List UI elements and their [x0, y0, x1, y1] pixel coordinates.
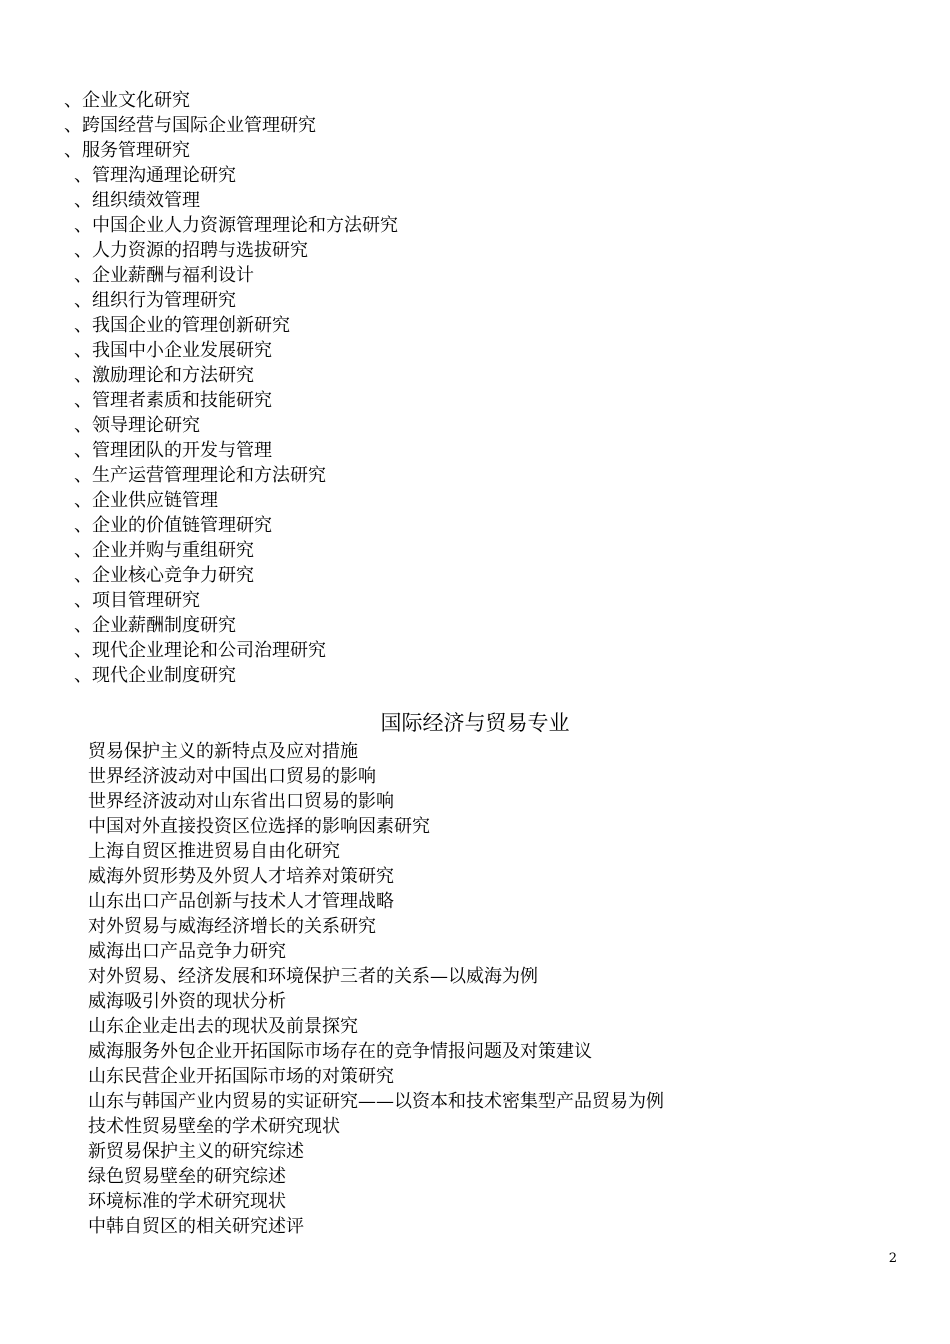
list-item: 、企业薪酬与福利设计	[74, 265, 254, 286]
list-item: 、人力资源的招聘与选拔研究	[74, 240, 308, 261]
list-item: 、企业薪酬制度研究	[74, 615, 236, 636]
list-item: 山东企业走出去的现状及前景探究	[88, 1016, 358, 1037]
list-item: 新贸易保护主义的研究综述	[88, 1141, 304, 1162]
list-item: 、项目管理研究	[74, 590, 200, 611]
page-number: 2	[888, 1251, 897, 1266]
list-item: 环境标准的学术研究现状	[88, 1191, 286, 1212]
topic-list-trade	[88, 739, 908, 1239]
list-item: 威海外贸形势及外贸人才培养对策研究	[88, 866, 394, 887]
list-item: 世界经济波动对中国出口贸易的影响	[88, 766, 376, 787]
list-item: 中国对外直接投资区位选择的影响因素研究	[88, 816, 430, 837]
list-item: 、中国企业人力资源管理理论和方法研究	[74, 215, 398, 236]
list-item: 山东出口产品创新与技术人才管理战略	[88, 891, 394, 912]
list-item: 对外贸易、经济发展和环境保护三者的关系—以威海为例	[88, 966, 538, 987]
list-item: 、我国中小企业发展研究	[74, 340, 272, 361]
list-item: 、企业文化研究	[64, 90, 190, 111]
list-item: 威海吸引外资的现状分析	[88, 991, 286, 1012]
section-heading: 国际经济与贸易专业	[380, 711, 570, 735]
list-item: 、生产运营管理理论和方法研究	[74, 465, 326, 486]
list-item: 、服务管理研究	[64, 140, 190, 161]
list-item: 、管理者素质和技能研究	[74, 390, 272, 411]
list-item: 威海服务外包企业开拓国际市场存在的竞争情报问题及对策建议	[88, 1041, 592, 1062]
list-item: 、企业核心竞争力研究	[74, 565, 254, 586]
list-item: 上海自贸区推进贸易自由化研究	[88, 841, 340, 862]
list-item: 技术性贸易壁垒的学术研究现状	[88, 1116, 340, 1137]
list-item: 、管理团队的开发与管理	[74, 440, 272, 461]
list-item: 世界经济波动对山东省出口贸易的影响	[88, 791, 394, 812]
list-item: 、领导理论研究	[74, 415, 200, 436]
list-item: 、跨国经营与国际企业管理研究	[64, 115, 316, 136]
list-item: 山东与韩国产业内贸易的实证研究——以资本和技术密集型产品贸易为例	[88, 1091, 664, 1112]
list-item: 、企业的价值链管理研究	[74, 515, 272, 536]
list-item: 、现代企业理论和公司治理研究	[74, 640, 326, 661]
list-item: 中韩自贸区的相关研究述评	[88, 1216, 304, 1237]
list-item: 、组织行为管理研究	[74, 290, 236, 311]
list-item: 、现代企业制度研究	[74, 665, 236, 686]
list-item: 、激励理论和方法研究	[74, 365, 254, 386]
list-item: 威海出口产品竞争力研究	[88, 941, 286, 962]
list-item: 绿色贸易壁垒的研究综述	[88, 1166, 286, 1187]
list-item: 、组织绩效管理	[74, 190, 200, 211]
list-item: 、企业并购与重组研究	[74, 540, 254, 561]
list-item: 、管理沟通理论研究	[74, 165, 236, 186]
list-item: 对外贸易与威海经济增长的关系研究	[88, 916, 376, 937]
list-item: 山东民营企业开拓国际市场的对策研究	[88, 1066, 394, 1087]
list-item: 、我国企业的管理创新研究	[74, 315, 290, 336]
list-item: 贸易保护主义的新特点及应对措施	[88, 741, 358, 762]
topic-list-management	[0, 88, 950, 688]
list-item: 、企业供应链管理	[74, 490, 218, 511]
